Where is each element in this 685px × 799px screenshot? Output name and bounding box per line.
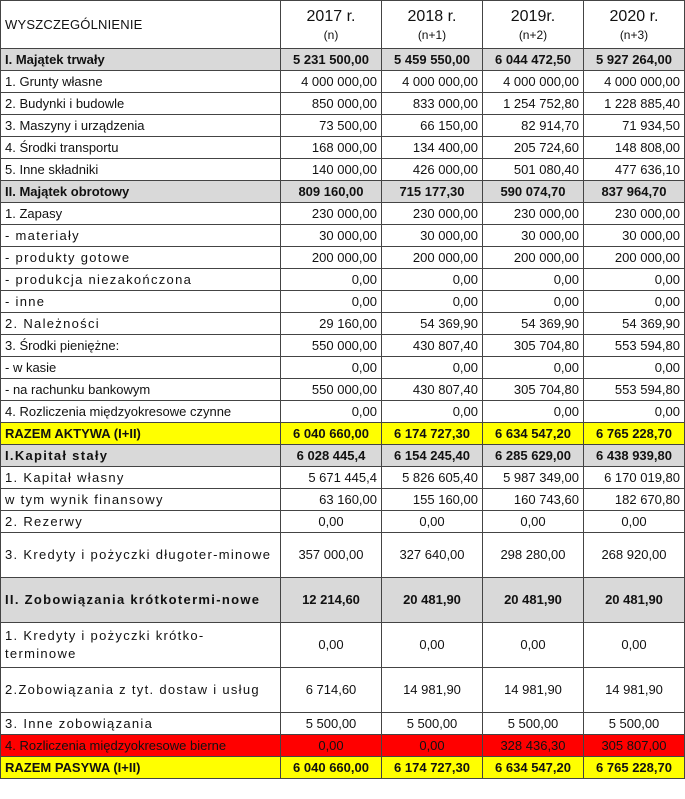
cell-2018: 0,00 [382, 357, 483, 379]
cell-2017: 850 000,00 [281, 93, 382, 115]
header-row [1, 1, 685, 49]
row-label: 3. Maszyny i urządzenia [1, 115, 281, 137]
row-label: 1. Kapitał własny [1, 467, 281, 489]
cell-2019: 328 436,30 [483, 735, 584, 757]
row-label: - materiały [1, 225, 281, 247]
row-label: 1. Zapasy [1, 203, 281, 225]
cell-2020: 6 765 228,70 [584, 423, 685, 445]
cell-2018: 14 981,90 [382, 668, 483, 713]
table-row [1, 423, 685, 445]
row-label: 4. Rozliczenia międzyokresowe czynne [1, 401, 281, 423]
cell-2017: 0,00 [281, 291, 382, 313]
row-label: 3. Kredyty i pożyczki długoter-minowe [1, 533, 281, 578]
cell-2018: 66 150,00 [382, 115, 483, 137]
cell-2018: 6 174 727,30 [382, 423, 483, 445]
cell-2018: 0,00 [382, 623, 483, 668]
cell-2018: 5 459 550,00 [382, 49, 483, 71]
table-row [1, 511, 685, 533]
table-row [1, 269, 685, 291]
row-label: II. Zobowiązania krótkotermi-nowe [1, 578, 281, 623]
row-label: 4. Środki transportu [1, 137, 281, 159]
cell-2019: 200 000,00 [483, 247, 584, 269]
table-row [1, 49, 685, 71]
cell-2020: 0,00 [584, 623, 685, 668]
cell-2018: 0,00 [382, 401, 483, 423]
cell-2019: 1 254 752,80 [483, 93, 584, 115]
cell-2019: 590 074,70 [483, 181, 584, 203]
table-row [1, 203, 685, 225]
cell-2017: 357 000,00 [281, 533, 382, 578]
row-label: RAZEM PASYWA (I+II) [1, 757, 281, 779]
cell-2017: 6 040 660,00 [281, 757, 382, 779]
cell-2020: 0,00 [584, 291, 685, 313]
cell-2017: 12 214,60 [281, 578, 382, 623]
table-row [1, 533, 685, 578]
cell-2019: 5 987 349,00 [483, 467, 584, 489]
row-label: 2. Rezerwy [1, 511, 281, 533]
cell-2017: 63 160,00 [281, 489, 382, 511]
table-row [1, 291, 685, 313]
cell-2019: 0,00 [483, 511, 584, 533]
cell-2019: 230 000,00 [483, 203, 584, 225]
cell-2018: 327 640,00 [382, 533, 483, 578]
cell-2020: 5 927 264,00 [584, 49, 685, 71]
cell-2017: 550 000,00 [281, 379, 382, 401]
cell-2019: 6 044 472,50 [483, 49, 584, 71]
table-row [1, 735, 685, 757]
cell-2020: 4 000 000,00 [584, 71, 685, 93]
cell-2019: 30 000,00 [483, 225, 584, 247]
row-label: - inne [1, 291, 281, 313]
cell-2020: 14 981,90 [584, 668, 685, 713]
cell-2017: 5 671 445,4 [281, 467, 382, 489]
table-row [1, 137, 685, 159]
table-row [1, 247, 685, 269]
cell-2019: 6 285 629,00 [483, 445, 584, 467]
table-row [1, 467, 685, 489]
row-label: 3. Inne zobowiązania [1, 713, 281, 735]
cell-2019: 6 634 547,20 [483, 757, 584, 779]
cell-2019: 5 500,00 [483, 713, 584, 735]
cell-2019: 0,00 [483, 401, 584, 423]
table-row [1, 379, 685, 401]
cell-2020: 182 670,80 [584, 489, 685, 511]
cell-2017: 6 028 445,4 [281, 445, 382, 467]
cell-2020: 0,00 [584, 401, 685, 423]
row-label: - w kasie [1, 357, 281, 379]
cell-2019: 54 369,90 [483, 313, 584, 335]
cell-2018: 426 000,00 [382, 159, 483, 181]
cell-2018: 0,00 [382, 735, 483, 757]
cell-2018: 0,00 [382, 291, 483, 313]
cell-2017: 5 500,00 [281, 713, 382, 735]
cell-2018: 230 000,00 [382, 203, 483, 225]
cell-2018: 6 154 245,40 [382, 445, 483, 467]
cell-2017: 200 000,00 [281, 247, 382, 269]
cell-2018: 6 174 727,30 [382, 757, 483, 779]
cell-2020: 30 000,00 [584, 225, 685, 247]
cell-2018: 5 826 605,40 [382, 467, 483, 489]
cell-2018: 715 177,30 [382, 181, 483, 203]
cell-2020: 305 807,00 [584, 735, 685, 757]
cell-2020: 553 594,80 [584, 379, 685, 401]
row-label: I.Kapitał stały [1, 445, 281, 467]
cell-2017: 4 000 000,00 [281, 71, 382, 93]
cell-2018: 833 000,00 [382, 93, 483, 115]
row-label: 2.Zobowiązania z tyt. dostaw i usług [1, 668, 281, 713]
row-label: 3. Środki pieniężne: [1, 335, 281, 357]
table-row [1, 181, 685, 203]
table-row [1, 225, 685, 247]
row-label: 1. Kredyty i pożyczki krótko-terminowe [1, 623, 281, 668]
cell-2017: 73 500,00 [281, 115, 382, 137]
cell-2019: 0,00 [483, 291, 584, 313]
cell-2020: 553 594,80 [584, 335, 685, 357]
cell-2019: 4 000 000,00 [483, 71, 584, 93]
cell-2018: 200 000,00 [382, 247, 483, 269]
header-label: WYSZCZEGÓLNIENIE [1, 1, 281, 49]
cell-2020: 54 369,90 [584, 313, 685, 335]
row-label: 2. Należności [1, 313, 281, 335]
cell-2019: 82 914,70 [483, 115, 584, 137]
cell-2020: 0,00 [584, 269, 685, 291]
table-row [1, 445, 685, 467]
cell-2019: 20 481,90 [483, 578, 584, 623]
cell-2018: 4 000 000,00 [382, 71, 483, 93]
cell-2017: 0,00 [281, 401, 382, 423]
row-label: I. Majątek trwały [1, 49, 281, 71]
table-row [1, 115, 685, 137]
cell-2017: 0,00 [281, 623, 382, 668]
row-label: II. Majątek obrotowy [1, 181, 281, 203]
cell-2017: 140 000,00 [281, 159, 382, 181]
cell-2018: 54 369,90 [382, 313, 483, 335]
cell-2018: 20 481,90 [382, 578, 483, 623]
cell-2019: 205 724,60 [483, 137, 584, 159]
header-year-2019: 2019r. (n+2) [483, 1, 584, 49]
cell-2020: 268 920,00 [584, 533, 685, 578]
cell-2019: 298 280,00 [483, 533, 584, 578]
cell-2018: 5 500,00 [382, 713, 483, 735]
cell-2020: 0,00 [584, 511, 685, 533]
cell-2019: 14 981,90 [483, 668, 584, 713]
cell-2017: 6 040 660,00 [281, 423, 382, 445]
cell-2019: 501 080,40 [483, 159, 584, 181]
cell-2017: 5 231 500,00 [281, 49, 382, 71]
cell-2020: 20 481,90 [584, 578, 685, 623]
cell-2019: 6 634 547,20 [483, 423, 584, 445]
header-year-2017: 2017 r. (n) [281, 1, 382, 49]
row-label: w tym wynik finansowy [1, 489, 281, 511]
table-row [1, 357, 685, 379]
cell-2017: 230 000,00 [281, 203, 382, 225]
table-row [1, 489, 685, 511]
cell-2017: 29 160,00 [281, 313, 382, 335]
row-label: 2. Budynki i budowle [1, 93, 281, 115]
header-year-2020: 2020 r. (n+3) [584, 1, 685, 49]
cell-2020: 0,00 [584, 357, 685, 379]
table-row [1, 335, 685, 357]
cell-2018: 30 000,00 [382, 225, 483, 247]
cell-2017: 0,00 [281, 735, 382, 757]
header-year-2018: 2018 r. (n+1) [382, 1, 483, 49]
cell-2018: 134 400,00 [382, 137, 483, 159]
cell-2020: 6 438 939,80 [584, 445, 685, 467]
cell-2018: 0,00 [382, 511, 483, 533]
cell-2020: 477 636,10 [584, 159, 685, 181]
cell-2019: 305 704,80 [483, 379, 584, 401]
cell-2020: 230 000,00 [584, 203, 685, 225]
cell-2019: 0,00 [483, 357, 584, 379]
row-label: - na rachunku bankowym [1, 379, 281, 401]
cell-2019: 305 704,80 [483, 335, 584, 357]
cell-2017: 550 000,00 [281, 335, 382, 357]
row-label: 1. Grunty własne [1, 71, 281, 93]
cell-2018: 430 807,40 [382, 335, 483, 357]
table-row [1, 623, 685, 668]
table-row [1, 159, 685, 181]
row-label: 4. Rozliczenia międzyokresowe bierne [1, 735, 281, 757]
table-row [1, 578, 685, 623]
cell-2017: 0,00 [281, 511, 382, 533]
row-label: RAZEM AKTYWA (I+II) [1, 423, 281, 445]
cell-2017: 168 000,00 [281, 137, 382, 159]
row-label: 5. Inne składniki [1, 159, 281, 181]
cell-2018: 0,00 [382, 269, 483, 291]
table-row [1, 668, 685, 713]
cell-2017: 0,00 [281, 357, 382, 379]
cell-2020: 1 228 885,40 [584, 93, 685, 115]
table-row [1, 313, 685, 335]
cell-2018: 155 160,00 [382, 489, 483, 511]
table-row [1, 93, 685, 115]
cell-2019: 0,00 [483, 623, 584, 668]
table-row [1, 71, 685, 93]
cell-2020: 71 934,50 [584, 115, 685, 137]
table-row [1, 401, 685, 423]
cell-2020: 6 765 228,70 [584, 757, 685, 779]
cell-2020: 6 170 019,80 [584, 467, 685, 489]
cell-2018: 430 807,40 [382, 379, 483, 401]
row-label: - produkty gotowe [1, 247, 281, 269]
cell-2017: 30 000,00 [281, 225, 382, 247]
cell-2020: 200 000,00 [584, 247, 685, 269]
table-row [1, 713, 685, 735]
cell-2017: 6 714,60 [281, 668, 382, 713]
cell-2020: 837 964,70 [584, 181, 685, 203]
cell-2020: 5 500,00 [584, 713, 685, 735]
cell-2017: 809 160,00 [281, 181, 382, 203]
cell-2020: 148 808,00 [584, 137, 685, 159]
cell-2019: 0,00 [483, 269, 584, 291]
table-row [1, 757, 685, 779]
cell-2017: 0,00 [281, 269, 382, 291]
row-label: - produkcja niezakończona [1, 269, 281, 291]
cell-2019: 160 743,60 [483, 489, 584, 511]
